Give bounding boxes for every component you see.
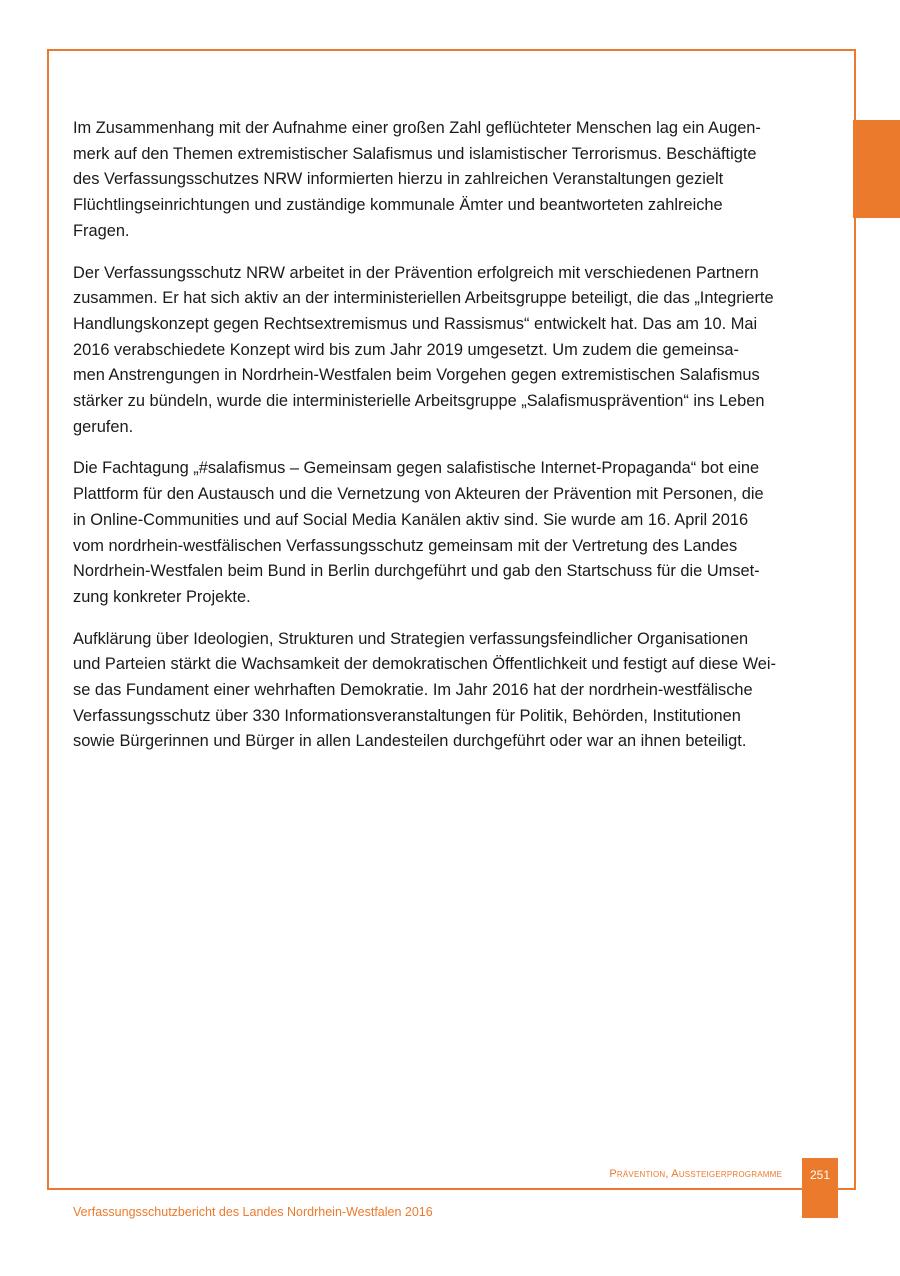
paragraph-4: Aufklärung über Ideologien, Strukturen und Strategien verfassungsfeindlicher Organisationen und Parteien stärkt die Wachsamkeit der demokratischen Öffentlichkeit und festigt auf diese Wei- se das Fundament einer wehrhaften Demokratie. Im Jahr 2016 hat der nordrhein-westfälische Verfassungsschutz über 330 Informationsveranstaltungen für Politik, Behörden, Institutionen sowie Bürgerinnen und Bürger in allen Landesteilen durchgeführt oder war an ihnen beteiligt. — [73, 629, 777, 751]
paragraph-3: Die Fachtagung „#salafismus – Gemeinsam gegen salafistische Internet-Propaganda“ bot eine Plattform für den Austausch und die Vernetzung von Akteuren der Prävention mit Personen, die in Online-Communities und auf Social Media Kanälen aktiv sind. Sie wurde am 16. April 2016 vom nordrhein-westfälischen Verfassungsschutz gemeinsam mit der Vertretung des Landes Nordrhein-Westfalen beim Bund in Berlin durchgeführt und gab den Startschuss für die Umset- zung konkreter Projekte. — [73, 459, 764, 606]
paragraph-1: Im Zusammenhang mit der Aufnahme einer großen Zahl geflüchteter Menschen lag ein Augen- merk auf den Themen extremistischer Salafismus und islamistischer Terrorismus. Beschäftigte des Verfassungsschutzes NRW informierten hierzu in zahlreichen Veranstaltungen gezielt Flüchtlingseinrichtungen und zuständige kommunale Ämter und beantworteten zahlreiche Fragen. — [73, 119, 761, 240]
page-number-box — [802, 1158, 838, 1218]
footer-report-title: Verfassungsschutzbericht des Landes Nordrhein-Westfalen 2016 — [73, 1205, 433, 1219]
footer-section-title: Prävention, Aussteigerprogramme — [609, 1168, 782, 1180]
page-number: 251 — [809, 1168, 831, 1182]
body-text — [73, 116, 813, 771]
chapter-side-tab — [853, 120, 900, 218]
paragraph-2: Der Verfassungsschutz NRW arbeitet in der Prävention erfolgreich mit verschiedenen Partnern zusammen. Er hat sich aktiv an der interministeriellen Arbeitsgruppe beteiligt, die das „Integrierte Handlungskonzept gegen Rechtsextremismus und Rassismus“ entwickelt hat. Das am 10. Mai 2016 verabschiedete Konzept wird bis zum Jahr 2019 umgesetzt. Um zudem die gemeinsa- men Anstrengungen in Nordrhein-Westfalen beim Vorgehen gegen extremistischen Salafismus stärker zu bündeln, wurde die interministerielle Arbeitsgruppe „Salafismusprävention“ ins Leben gerufen. — [73, 263, 774, 436]
